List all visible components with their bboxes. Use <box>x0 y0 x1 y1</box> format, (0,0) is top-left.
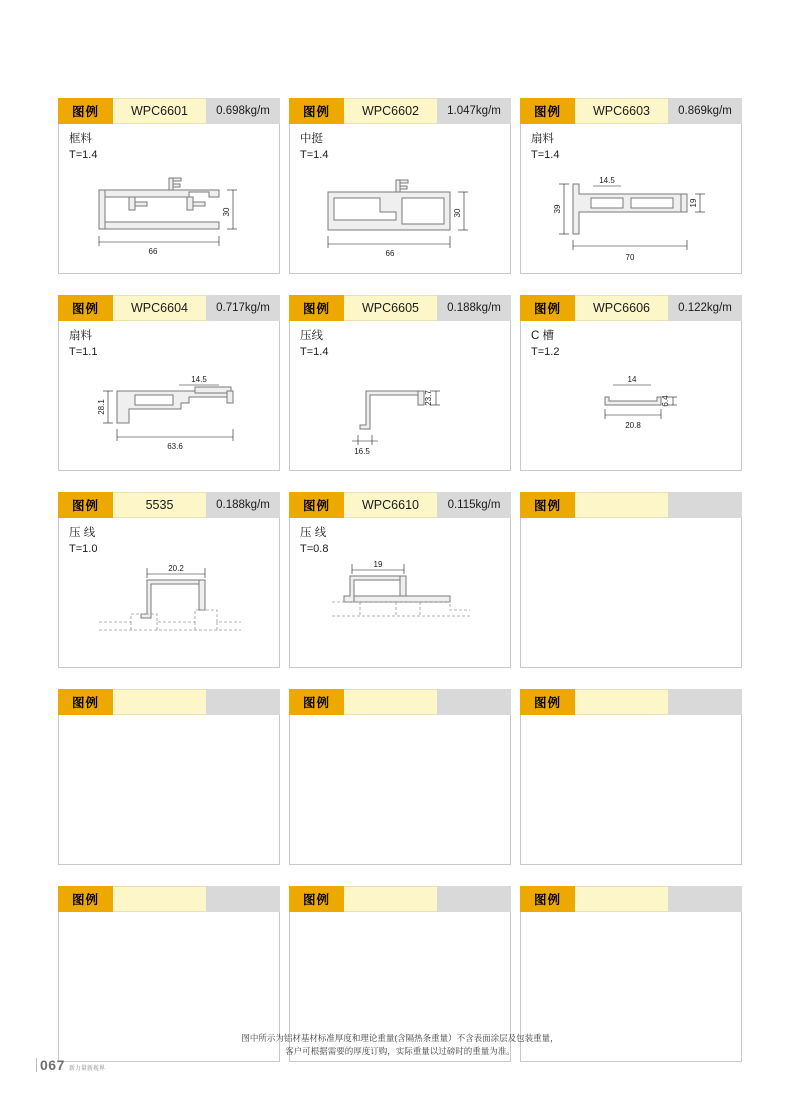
profile-card-empty[interactable] <box>289 689 511 865</box>
legend-tag: 图例 <box>520 492 575 518</box>
legend-tag: 图例 <box>289 98 344 124</box>
profile-name: 压线 <box>300 330 323 342</box>
profile-weight <box>668 886 742 912</box>
card-header <box>520 689 742 715</box>
profile-card[interactable] <box>58 98 280 274</box>
profile-weight: 0.698kg/m <box>206 98 280 124</box>
dim-width: 20.8 <box>625 421 641 430</box>
dim-inner: 14.5 <box>599 176 615 185</box>
profile-drawing <box>290 347 510 467</box>
profile-name: C 槽 <box>531 330 554 342</box>
dim-inner: 14.5 <box>191 375 207 384</box>
page-right-margin <box>790 0 800 1093</box>
profile-weight: 0.869kg/m <box>668 98 742 124</box>
dim-inner: 14 <box>627 375 637 384</box>
profile-thickness: T=1.4 <box>300 149 329 161</box>
dim-height: 23.7 <box>424 390 433 406</box>
dim-right: 19 <box>689 198 698 208</box>
profile-name: 压 线 <box>300 527 327 539</box>
profile-thickness: T=0.8 <box>300 543 329 555</box>
dim-width: 16.5 <box>354 447 370 456</box>
card-header <box>520 98 742 124</box>
legend-tag: 图例 <box>289 689 344 715</box>
card-header <box>520 295 742 321</box>
legend-tag: 图例 <box>289 492 344 518</box>
profile-code: 5535 <box>113 492 206 518</box>
profile-code <box>344 689 437 715</box>
profile-row <box>58 492 742 668</box>
profile-weight <box>668 492 742 518</box>
footnote <box>0 1032 800 1058</box>
page-number-value: 067 <box>40 1057 65 1073</box>
legend-tag: 图例 <box>520 98 575 124</box>
card-body <box>520 321 742 471</box>
profile-card-empty[interactable] <box>58 689 280 865</box>
dim-height: 39 <box>553 204 562 214</box>
card-header <box>58 886 280 912</box>
card-body <box>520 715 742 865</box>
card-header <box>58 295 280 321</box>
card-body <box>58 321 280 471</box>
legend-tag: 图例 <box>289 886 344 912</box>
profile-weight <box>437 886 511 912</box>
profile-weight <box>437 689 511 715</box>
profile-code: WPC6605 <box>344 295 437 321</box>
card-header <box>289 98 511 124</box>
legend-tag: 图例 <box>520 295 575 321</box>
profile-thickness: T=1.4 <box>69 149 98 161</box>
card-body <box>289 518 511 668</box>
card-header <box>58 98 280 124</box>
card-body <box>58 124 280 274</box>
card-body <box>289 124 511 274</box>
dim-width: 66 <box>148 247 158 256</box>
profile-code <box>575 886 668 912</box>
dim-width: 20.2 <box>168 564 184 573</box>
card-header <box>289 492 511 518</box>
profile-weight: 0.188kg/m <box>437 295 511 321</box>
profile-name: 扇料 <box>69 330 92 342</box>
profile-drawing <box>521 150 741 270</box>
profile-weight: 1.047kg/m <box>437 98 511 124</box>
profile-card[interactable] <box>58 295 280 471</box>
legend-tag: 图例 <box>520 689 575 715</box>
card-header <box>520 492 742 518</box>
page-number <box>40 1057 105 1073</box>
profile-drawing <box>521 347 741 467</box>
page-left-margin <box>0 0 18 1093</box>
legend-tag: 图例 <box>289 295 344 321</box>
profile-grid <box>58 98 742 1083</box>
card-header <box>289 886 511 912</box>
profile-code <box>344 886 437 912</box>
profile-card[interactable] <box>289 98 511 274</box>
profile-weight <box>206 689 280 715</box>
profile-drawing <box>59 544 279 664</box>
profile-row <box>58 98 742 274</box>
profile-code <box>113 689 206 715</box>
profile-code: WPC6606 <box>575 295 668 321</box>
profile-weight: 0.115kg/m <box>437 492 511 518</box>
profile-row <box>58 689 742 865</box>
profile-weight <box>668 689 742 715</box>
card-body <box>58 518 280 668</box>
profile-code <box>575 492 668 518</box>
profile-card[interactable] <box>520 295 742 471</box>
profile-card[interactable] <box>58 492 280 668</box>
profile-name: 扇料 <box>531 133 554 145</box>
card-header <box>289 295 511 321</box>
legend-tag: 图例 <box>58 295 113 321</box>
legend-tag: 图例 <box>58 492 113 518</box>
card-body <box>520 124 742 274</box>
profile-card[interactable] <box>520 98 742 274</box>
profile-card-empty[interactable] <box>520 492 742 668</box>
profile-thickness: T=1.1 <box>69 346 98 358</box>
footnote-line-2: 客户可根据需要的厚度订购，实际重量以过磅时的重量为准。 <box>285 1046 515 1056</box>
profile-name: 中挺 <box>300 133 323 145</box>
card-body <box>58 715 280 865</box>
card-header <box>289 689 511 715</box>
dim-width: 63.6 <box>167 442 183 451</box>
profile-code: WPC6602 <box>344 98 437 124</box>
profile-drawing <box>290 150 510 270</box>
profile-weight: 0.188kg/m <box>206 492 280 518</box>
dim-height: 30 <box>222 207 231 217</box>
legend-tag: 图例 <box>58 886 113 912</box>
profile-weight: 0.122kg/m <box>668 295 742 321</box>
profile-weight: 0.717kg/m <box>206 295 280 321</box>
legend-tag: 图例 <box>58 98 113 124</box>
profile-thickness: T=1.4 <box>300 346 329 358</box>
profile-thickness: T=1.0 <box>69 543 98 555</box>
card-body <box>520 518 742 668</box>
dim-height: 28.1 <box>97 399 106 415</box>
profile-weight <box>206 886 280 912</box>
profile-card[interactable] <box>289 295 511 471</box>
legend-tag: 图例 <box>58 689 113 715</box>
card-header <box>520 886 742 912</box>
profile-code: WPC6610 <box>344 492 437 518</box>
profile-code <box>113 886 206 912</box>
profile-name: 框料 <box>69 133 92 145</box>
profile-thickness: T=1.4 <box>531 149 560 161</box>
profile-thickness: T=1.2 <box>531 346 560 358</box>
dim-height: 30 <box>453 208 462 218</box>
dim-width: 70 <box>625 253 635 262</box>
profile-code: WPC6604 <box>113 295 206 321</box>
dim-width: 66 <box>385 249 395 258</box>
legend-tag: 图例 <box>520 886 575 912</box>
profile-drawing <box>290 544 510 664</box>
card-header <box>58 689 280 715</box>
profile-code <box>575 689 668 715</box>
dim-width: 19 <box>373 560 383 569</box>
dim-height: 6.4 <box>661 395 670 407</box>
page-imprint: 新力量新视界 <box>68 1066 105 1072</box>
card-body <box>289 715 511 865</box>
profile-card[interactable] <box>289 492 511 668</box>
profile-card-empty[interactable] <box>520 689 742 865</box>
profile-drawing <box>59 150 279 270</box>
profile-code: WPC6603 <box>575 98 668 124</box>
footnote-line-1: 图中所示为铝材基材标准厚度和理论重量(含隔热条重量）不含表面涂层及包装重量， <box>241 1033 559 1043</box>
page-number-rule <box>36 1058 37 1072</box>
card-body <box>289 321 511 471</box>
profile-row <box>58 295 742 471</box>
profile-code: WPC6601 <box>113 98 206 124</box>
profile-drawing <box>59 347 279 467</box>
card-header <box>58 492 280 518</box>
profile-name: 压 线 <box>69 527 96 539</box>
